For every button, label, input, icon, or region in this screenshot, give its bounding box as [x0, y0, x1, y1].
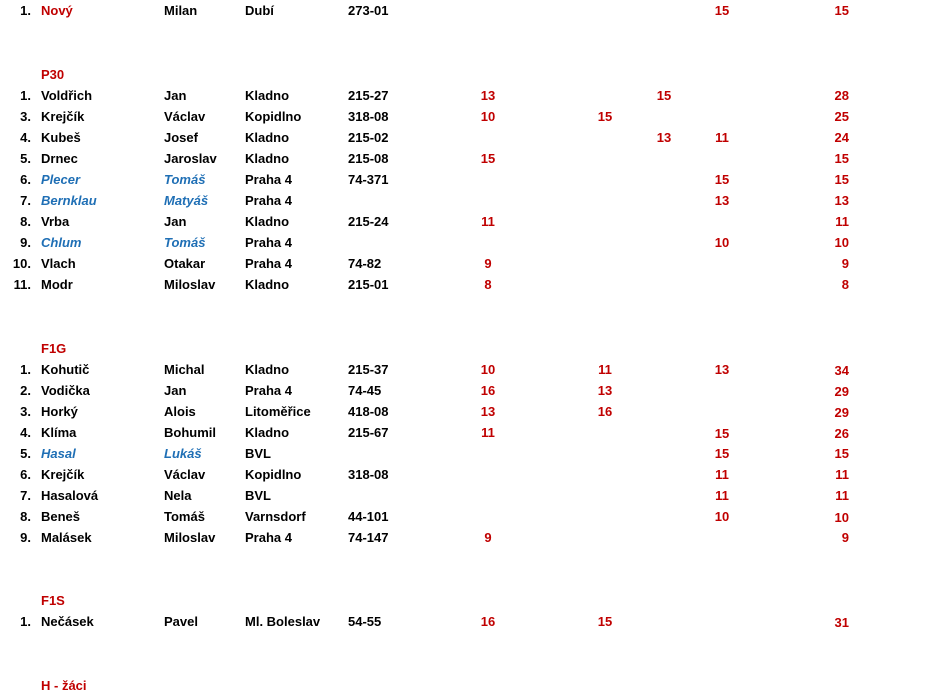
total: 15: [834, 446, 849, 461]
score-1: 15: [480, 151, 496, 166]
surname: Vlach: [41, 256, 76, 271]
rank: 8.: [20, 214, 31, 229]
first-name: Jan: [164, 383, 187, 398]
surname: Hasalová: [41, 488, 99, 503]
table-row: [0, 148, 941, 169]
rank: 9.: [20, 235, 31, 250]
rank: 1.: [20, 362, 31, 377]
table-row: [0, 127, 941, 148]
score-1: 16: [480, 614, 496, 629]
first-name: Otakar: [164, 256, 206, 271]
surname: Nový: [41, 3, 73, 18]
surname: Klíma: [41, 425, 77, 440]
score-4: 10: [714, 235, 730, 250]
club: Kladno: [245, 151, 290, 166]
club: Kladno: [245, 362, 290, 377]
rank: 7.: [20, 488, 31, 503]
first-name: Bohumil: [164, 425, 216, 440]
total: 28: [834, 88, 849, 103]
club: Praha 4: [245, 193, 292, 208]
licence-number: 44-101: [348, 509, 389, 524]
table-row: [0, 611, 941, 632]
surname: Beneš: [41, 509, 81, 524]
total: 29: [834, 384, 849, 399]
score-1: 13: [480, 404, 496, 419]
table-row: [0, 169, 941, 190]
total: 8: [841, 277, 849, 292]
rank: 5.: [20, 446, 31, 461]
table-row: [0, 232, 941, 253]
licence-number: 215-08: [348, 151, 389, 166]
surname: Krejčík: [41, 109, 85, 124]
score-3: 15: [656, 88, 672, 103]
rank: 3.: [20, 109, 31, 124]
surname: Hasal: [41, 446, 76, 461]
total: 31: [834, 615, 849, 630]
rank: 4.: [20, 130, 31, 145]
club: Ml. Boleslav: [245, 614, 321, 629]
club: Kladno: [245, 214, 290, 229]
club: BVL: [245, 446, 271, 461]
rank: 9.: [20, 530, 31, 545]
club: Kladno: [245, 88, 290, 103]
club: Praha 4: [245, 530, 292, 545]
first-name: Jaroslav: [164, 151, 217, 166]
surname: Horký: [41, 404, 78, 419]
licence-number: 215-27: [348, 88, 389, 103]
first-name: Václav: [164, 109, 206, 124]
total: 29: [834, 405, 849, 420]
score-4: 13: [714, 362, 730, 377]
club: Kopidlno: [245, 467, 302, 482]
first-name: Alois: [164, 404, 196, 419]
score-4: 15: [714, 3, 730, 18]
total: 9: [841, 256, 849, 271]
licence-number: 215-67: [348, 425, 389, 440]
surname: Voldřich: [41, 88, 93, 103]
club: Praha 4: [245, 235, 292, 250]
score-3: 13: [656, 130, 672, 145]
total: 15: [834, 151, 849, 166]
score-1: 16: [480, 383, 496, 398]
club: Kladno: [245, 130, 290, 145]
score-4: 10: [714, 509, 730, 524]
licence-number: 215-37: [348, 362, 389, 377]
table-row: [0, 485, 941, 506]
table-row: [0, 190, 941, 211]
total: 25: [834, 109, 849, 124]
total: 9: [841, 530, 849, 545]
surname: Plecer: [41, 172, 81, 187]
first-name: Václav: [164, 467, 206, 482]
licence-number: 54-55: [348, 614, 382, 629]
first-name: Tomáš: [164, 172, 206, 187]
section-title: P30: [41, 67, 65, 82]
total: 15: [834, 172, 849, 187]
rank: 3.: [20, 404, 31, 419]
table-row: [0, 359, 941, 380]
club: Litoměřice: [245, 404, 311, 419]
surname: Vrba: [41, 214, 70, 229]
table-row: [0, 422, 941, 443]
total: 11: [835, 214, 849, 229]
score-2: 11: [598, 362, 612, 377]
first-name: Michal: [164, 362, 205, 377]
total: 13: [834, 193, 849, 208]
surname: Chlum: [41, 235, 82, 250]
table-row: [0, 401, 941, 422]
score-4: 13: [714, 193, 730, 208]
licence-number: 418-08: [348, 404, 389, 419]
score-4: 15: [714, 446, 730, 461]
surname: Bernklau: [41, 193, 97, 208]
score-4: 11: [715, 488, 729, 503]
first-name: Nela: [164, 488, 192, 503]
rank: 5.: [20, 151, 31, 166]
rank: 6.: [20, 172, 31, 187]
score-1: 11: [481, 214, 495, 229]
section-title: F1G: [41, 341, 67, 356]
club: Kladno: [245, 425, 290, 440]
total: 34: [834, 363, 849, 378]
section-title: F1S: [41, 593, 65, 608]
licence-number: 74-82: [348, 256, 382, 271]
licence-number: 273-01: [348, 3, 389, 18]
first-name: Tomáš: [164, 509, 205, 524]
licence-number: 74-371: [348, 172, 389, 187]
total: 10: [834, 235, 849, 250]
table-row: [0, 0, 941, 21]
surname: Malásek: [41, 530, 92, 545]
licence-number: 318-08: [348, 467, 389, 482]
score-1: 8: [484, 277, 492, 292]
rank: 4.: [20, 425, 31, 440]
first-name: Lukáš: [164, 446, 202, 461]
table-row: [0, 464, 941, 485]
table-row: [0, 253, 941, 274]
score-4: 11: [715, 130, 729, 145]
table-row: [0, 274, 941, 295]
licence-number: 215-02: [348, 130, 389, 145]
first-name: Pavel: [164, 614, 198, 629]
licence-number: 74-147: [348, 530, 389, 545]
score-4: 11: [715, 467, 729, 482]
table-row: [0, 380, 941, 401]
score-1: 13: [480, 88, 496, 103]
surname: Drnec: [41, 151, 78, 166]
score-1: 10: [480, 109, 496, 124]
licence-number: 215-01: [348, 277, 389, 292]
score-4: 15: [714, 172, 730, 187]
licence-number: 215-24: [348, 214, 389, 229]
rank: 7.: [20, 193, 31, 208]
score-2: 13: [597, 383, 613, 398]
section-title: H - žáci: [41, 678, 87, 693]
licence-number: 318-08: [348, 109, 389, 124]
first-name: Josef: [164, 130, 198, 145]
rank: 1.: [20, 88, 31, 103]
table-row: [0, 506, 941, 527]
total: 15: [834, 3, 849, 18]
first-name: Matyáš: [164, 193, 209, 208]
club: Praha 4: [245, 256, 292, 271]
club: Praha 4: [245, 172, 292, 187]
score-2: 15: [597, 109, 613, 124]
score-1: 9: [484, 256, 492, 271]
total: 24: [834, 130, 849, 145]
rank: 1.: [20, 614, 31, 629]
table-row: [0, 443, 941, 464]
score-2: 16: [597, 404, 613, 419]
table-row: [0, 85, 941, 106]
table-row: [0, 211, 941, 232]
club: Dubí: [245, 3, 274, 18]
club: BVL: [245, 488, 271, 503]
club: Praha 4: [245, 383, 292, 398]
first-name: Milan: [164, 3, 198, 18]
score-1: 10: [480, 362, 496, 377]
surname: Kubeš: [41, 130, 81, 145]
first-name: Jan: [164, 88, 187, 103]
surname: Nečásek: [41, 614, 94, 629]
surname: Kohutič: [41, 362, 90, 377]
total: 26: [834, 426, 849, 441]
score-1: 11: [481, 425, 495, 440]
score-1: 9: [484, 530, 492, 545]
rank: 2.: [20, 383, 31, 398]
score-4: 15: [714, 426, 730, 441]
total: 10: [834, 510, 849, 525]
surname: Vodička: [41, 383, 90, 398]
table-row: [0, 106, 941, 127]
surname: Krejčík: [41, 467, 85, 482]
table-row: [0, 527, 941, 548]
rank: 1.: [20, 3, 31, 18]
rank: 8.: [20, 509, 31, 524]
rank: 6.: [20, 467, 31, 482]
surname: Modr: [41, 277, 73, 292]
total: 11: [835, 467, 849, 482]
rank: 11.: [13, 277, 31, 292]
first-name: Miloslav: [164, 530, 216, 545]
first-name: Miloslav: [164, 277, 216, 292]
first-name: Jan: [164, 214, 187, 229]
club: Varnsdorf: [245, 509, 306, 524]
total: 11: [835, 488, 849, 503]
score-2: 15: [597, 614, 613, 629]
rank: 10.: [12, 256, 31, 271]
licence-number: 74-45: [348, 383, 382, 398]
first-name: Tomáš: [164, 235, 206, 250]
club: Kopidlno: [245, 109, 302, 124]
club: Kladno: [245, 277, 290, 292]
